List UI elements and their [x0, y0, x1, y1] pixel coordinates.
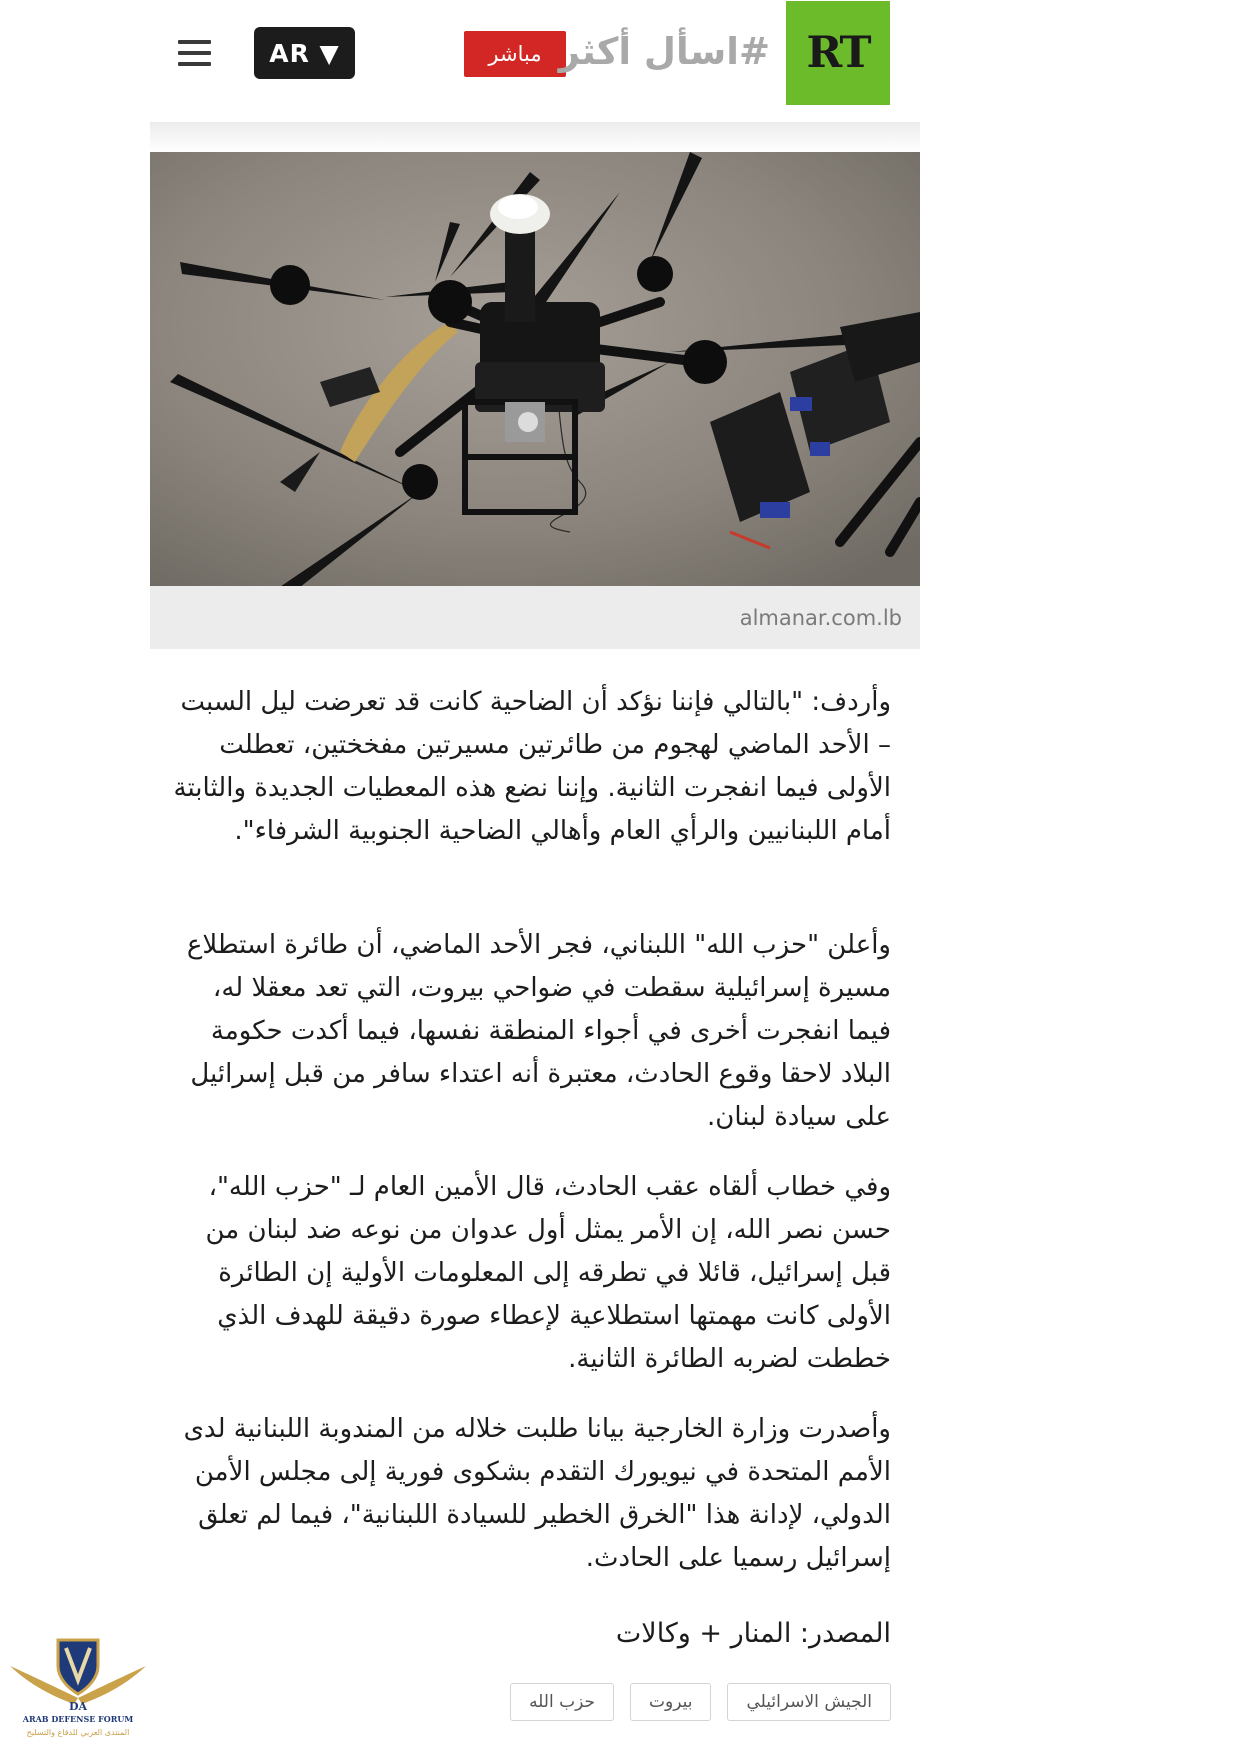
- article-photo: [150, 152, 920, 586]
- rt-logo[interactable]: [786, 1, 890, 105]
- header-divider: [150, 122, 920, 152]
- language-selector-button[interactable]: AR ▼: [254, 27, 355, 79]
- article-paragraph: وأعلن "حزب الله" اللبناني، فجر الأحد الماضي، أن طائرة استطلاع مسيرة إسرائيلية سقطت في ضواحي بيروت، التي تعد معقلا له، فيما انفجرت أخرى في أجواء المنطقة نفسها، فيما أكدت حكومة البلاد لاحقا وقوع الحادث، معتبرة أنه اعتداء سافر من قبل إسرائيل على سيادة لبنان.: [186, 930, 891, 1132]
- tag-list: [510, 1683, 891, 1721]
- rt-logo-text: RT: [806, 28, 870, 78]
- article-paragraph: وأردف: "بالتالي فإننا نؤكد أن الضاحية كانت قد تعرضت ليل السبت – الأحد الماضي لهجوم من طائرتين مسيرتين مفخختين، تعطلت الأولى فيما انفجرت الثانية. وإننا نضع هذه المعطيات الجديدة والثابتة أمام اللبنانيين والرأي العام وأهالي الضاحية الجنوبية الشرفاء".: [173, 687, 891, 846]
- svg-text:المنتدى العربي للدفاع والتسليح: المنتدى العربي للدفاع والتسليح: [26, 1728, 130, 1737]
- hamburger-menu-icon[interactable]: [178, 38, 212, 68]
- article-source: المصدر: المنار + وكالات: [615, 1618, 891, 1649]
- live-button[interactable]: مباشر: [464, 31, 566, 77]
- drone-photo-illustration: [150, 152, 920, 586]
- svg-text:ARAB DEFENSE FORUM: ARAB DEFENSE FORUM: [22, 1714, 134, 1724]
- image-caption: almanar.com.lb: [739, 606, 902, 630]
- slogan-hashtag[interactable]: #اسأل أكثر: [558, 30, 770, 73]
- article-paragraph: وفي خطاب ألقاه عقب الحادث، قال الأمين العام لـ "حزب الله"، حسن نصر الله، إن الأمر يمثل أول عدوان من نوعه ضد لبنان من قبل إسرائيل، قائلا في تطرقه إلى المعلومات الأولية إن الطائرة الأولى كانت مهمتها استطلاعية لإعطاء صورة دقيقة للهدف الذي خططت لضربه الطائرة الثانية.: [205, 1172, 891, 1374]
- tag-hezbollah[interactable]: حزب الله: [510, 1683, 614, 1721]
- article-paragraph: وأصدرت وزارة الخارجية بيانا طلبت خلاله من المندوبة اللبنانية لدى الأمم المتحدة في نيويورك التقدم بشكوى فورية إلى مجلس الأمن الدولي، لإدانة هذا "الخرق الخطير للسيادة اللبنانية"، فيما لم تعلق إسرائيل رسميا على الحادث.: [183, 1414, 891, 1573]
- svg-text:DA: DA: [68, 1700, 88, 1713]
- tag-israeli-army[interactable]: الجيش الاسرائيلي: [727, 1683, 891, 1721]
- tag-beirut[interactable]: بيروت: [630, 1683, 711, 1721]
- arab-defense-forum-watermark: [8, 1636, 148, 1742]
